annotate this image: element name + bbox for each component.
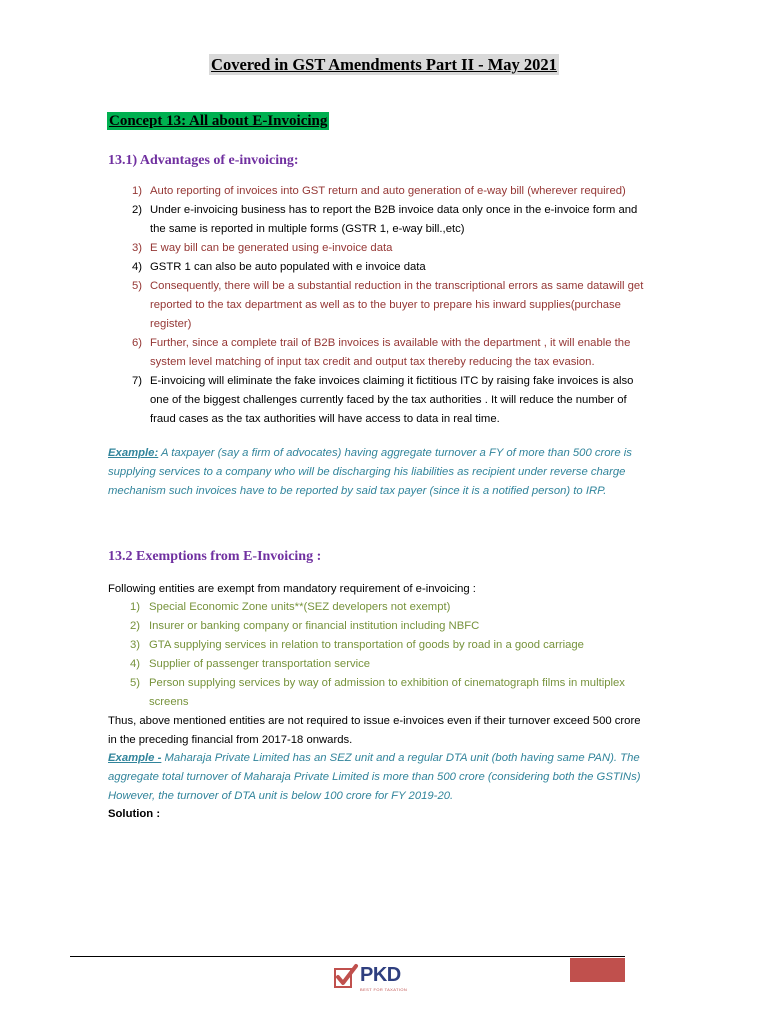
list-item: 2) Under e-invoicing business has to report the B2B invoice data only once in the e-invoice form and the same is reported in multiple forms (GSTR 1, e-way bill.,etc) (131, 204, 638, 235)
list-item: 2) Insurer or banking company or financial institution including NBFC (129, 620, 480, 632)
list-item: 7) E-invoicing will eliminate the fake invoices claiming it fictitious ITC by raising fake invoices is also one of the biggest challenges currently faced by the tax authorities . It will reduce the number of fraud cases as the tax authorities will have access to data in real time. (131, 375, 634, 425)
example-13-2 (108, 749, 648, 806)
example-text: Maharaja Private Limited has an SEZ unit and a regular DTA unit (both having same PAN). The aggregate total turnover of Maharaja Private Limited is more than 500 crore (considering both the GSTINs) However, the turnover of DTA unit is below 100 crore for FY 2019-20. (108, 752, 641, 802)
logo-text: PKD (360, 964, 401, 986)
solution-label: Solution : (108, 808, 161, 820)
footer-accent-box (570, 958, 625, 982)
example-text: A taxpayer (say a firm of advocates) having aggregate turnover a FY of more than 500 crore is supplying services to a company who will be discharging his liabilities as recipient under reverse charge mechanism such invoices have to be reported by said tax payer (since it is a notified person) to IRP. (108, 447, 632, 497)
example-label: Example - (108, 752, 162, 764)
list-item: 3) GTA supplying services in relation to transportation of goods by road in a good carriage (129, 639, 584, 651)
list-item: 5) Person supplying services by way of admission to exhibition of cinematograph films in multiplex screens (129, 677, 625, 708)
logo-tagline: BEST FOR TAXATION (360, 987, 408, 992)
footer-divider (70, 956, 625, 957)
exemptions-list (108, 598, 628, 712)
pkd-checkmark-icon (333, 963, 359, 991)
section-13-1-heading: 13.1) Advantages of e-invoicing: (108, 153, 299, 168)
pkd-logo (333, 963, 413, 997)
list-item: 1) Auto reporting of invoices into GST return and auto generation of e-way bill (wherever required) (131, 185, 626, 197)
concept-heading: Concept 13: All about E-Invoicing (109, 113, 328, 129)
exemptions-conclusion: Thus, above mentioned entities are not required to issue e-invoices even if their turnover exceed 500 crore in the preceding financial from 2017-18 onwards. (108, 715, 641, 746)
example-label: Example: (108, 447, 159, 459)
list-item: 4) Supplier of passenger transportation service (129, 658, 371, 670)
document-title: Covered in GST Amendments Part II - May 2021 (211, 55, 557, 74)
exemptions-intro: Following entities are exempt from mandatory requirement of e-invoicing : (108, 583, 476, 595)
list-item: 5) Consequently, there will be a substantial reduction in the transcriptional errors as same datawill get reported to the tax department as well as to the buyer to prepare his inward supplies(purchase register) (131, 280, 644, 330)
list-item: 1) Special Economic Zone units**(SEZ developers not exempt) (129, 601, 451, 613)
list-item: 4) GSTR 1 can also be auto populated with e invoice data (131, 261, 426, 273)
example-13-1 (108, 444, 648, 501)
list-item: 3) E way bill can be generated using e-invoice data (131, 242, 393, 254)
section-13-2-heading: 13.2 Exemptions from E-Invoicing : (108, 549, 322, 564)
advantages-list (108, 182, 648, 429)
list-item: 6) Further, since a complete trail of B2B invoices is available with the department , it will enable the system level matching of input tax credit and output tax thereby reducing the tax evasion. (131, 337, 631, 368)
